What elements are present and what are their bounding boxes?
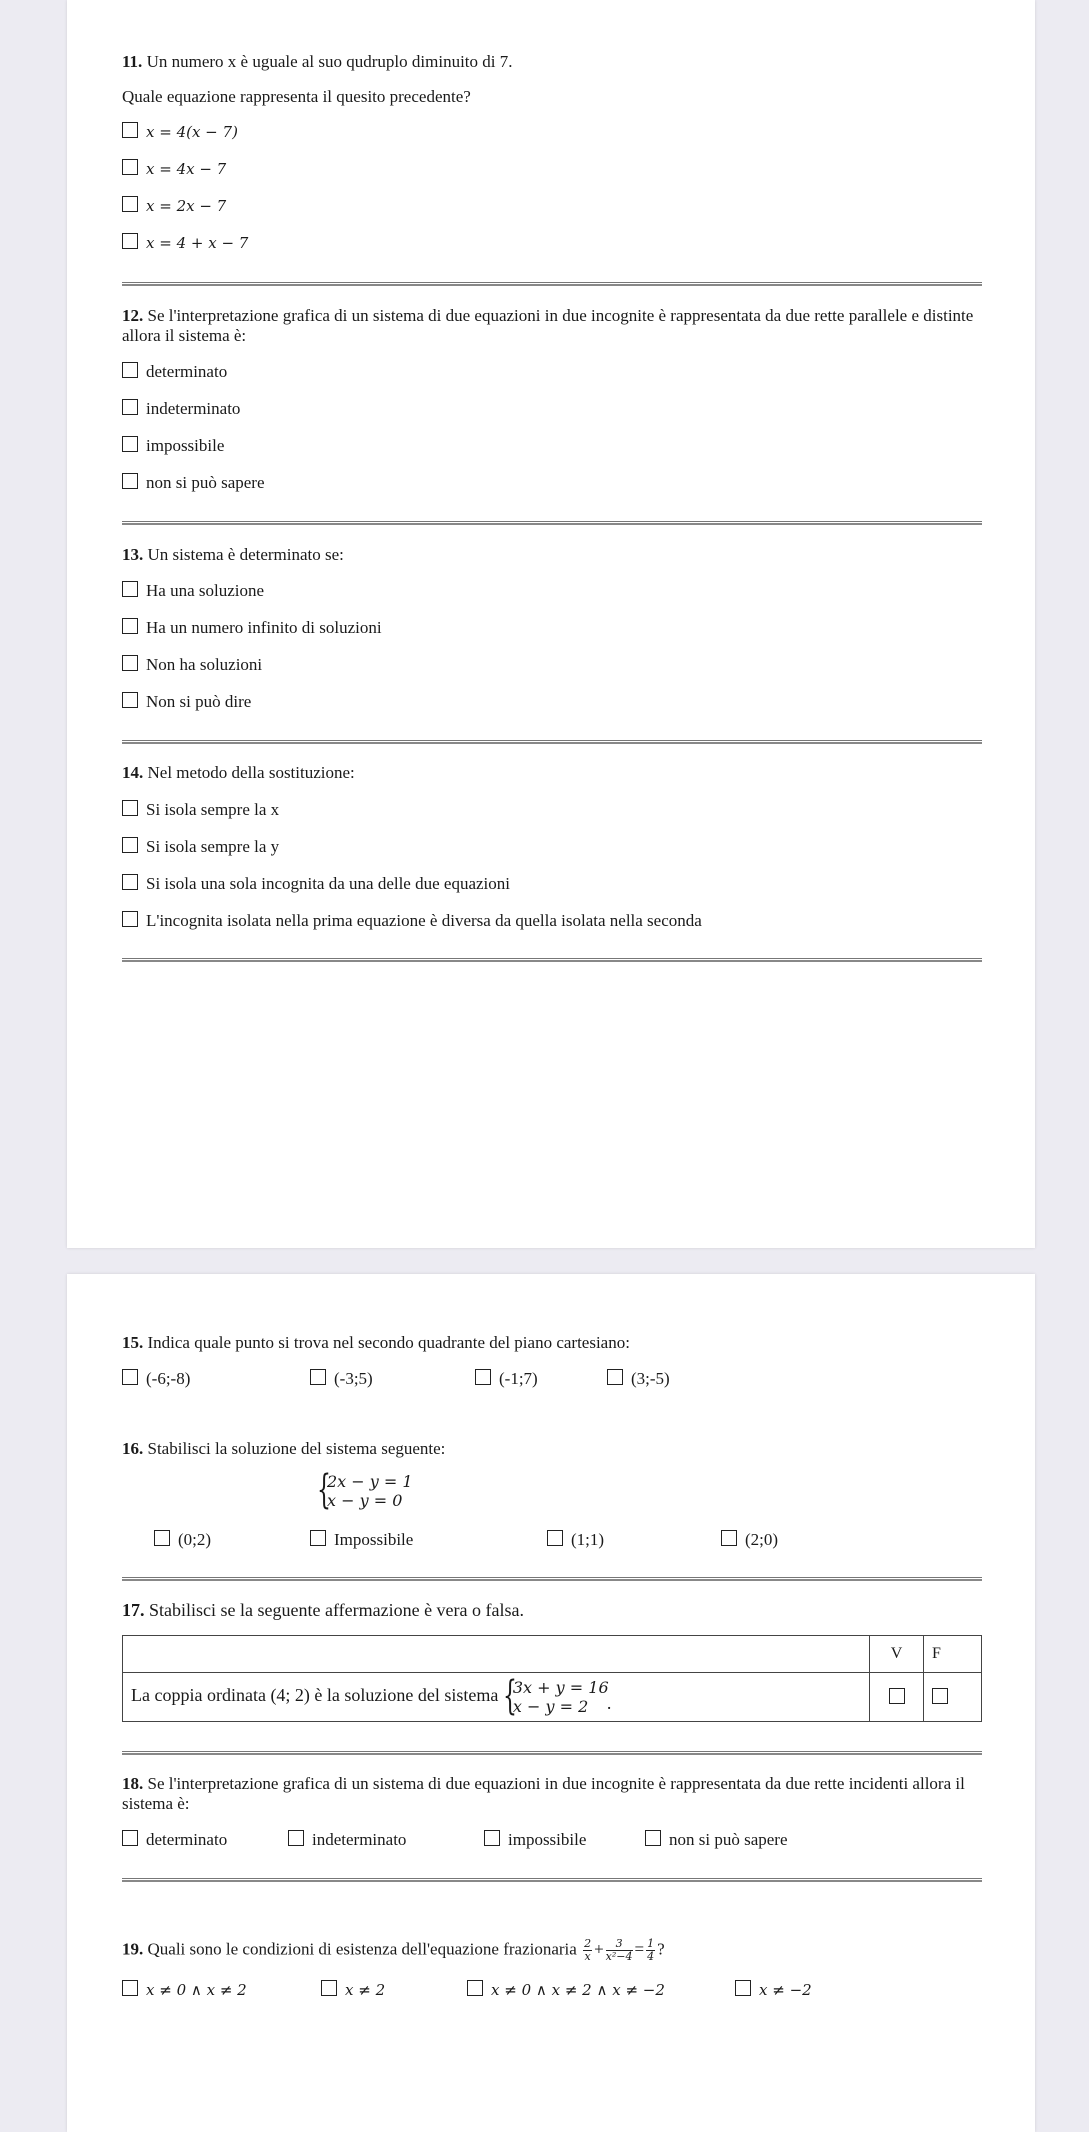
checkbox[interactable] (122, 233, 138, 249)
checkbox[interactable] (288, 1830, 304, 1846)
fraction-1: $\frac{2}{x}$ (584, 1937, 592, 1963)
option-q15-b[interactable]: (-3;5) (310, 1369, 373, 1389)
question-13 (122, 545, 982, 565)
checkbox[interactable] (122, 655, 138, 671)
question-text: Nel metodo della sostituzione: (147, 763, 355, 782)
question-text: Un numero x è uguale al suo qudruplo diminuito di 7. (146, 52, 513, 71)
question-15 (122, 1333, 982, 1353)
checkbox[interactable] (721, 1530, 737, 1546)
question-17 (122, 1600, 982, 1620)
statement-text: La coppia ordinata (4; 2) è la soluzione del sistema (131, 1685, 499, 1706)
brace-icon: { (502, 1673, 517, 1719)
checkbox[interactable] (122, 618, 138, 634)
option-q11-c[interactable]: x = 2x − 7 (122, 196, 226, 216)
option-q16-d[interactable]: (2;0) (721, 1530, 778, 1550)
option-q13-b[interactable]: Ha un numero infinito di soluzioni (122, 618, 382, 638)
question-text: Se l'interpretazione grafica di un sistema di due equazioni in due incognite è rappresentata da due rette parallele e distinte allora il sistema è: (122, 306, 974, 345)
option-q13-d[interactable]: Non si può dire (122, 692, 251, 712)
fraction-2: $\frac{3}{\text{x²−4}}$ (605, 1937, 633, 1963)
option-q19-b[interactable]: x ≠ 2 (321, 1980, 385, 2000)
checkbox-false[interactable] (932, 1688, 948, 1704)
question-16 (122, 1439, 982, 1459)
checkbox[interactable] (321, 1980, 337, 1996)
statement-cell (123, 1673, 870, 1722)
divider (122, 282, 982, 286)
header-f: F (924, 1636, 982, 1673)
option-q11-a[interactable]: x = 4(x − 7) (122, 122, 238, 142)
question-number: 14. (122, 763, 144, 782)
option-q19-d[interactable]: x ≠ −2 (735, 1980, 812, 2000)
divider (122, 1878, 982, 1882)
divider (122, 1577, 982, 1581)
page-1 (67, 0, 1035, 1248)
question-number: 11. (122, 52, 143, 71)
checkbox[interactable] (607, 1369, 623, 1385)
checkbox[interactable] (122, 1980, 138, 1996)
option-q15-a[interactable]: (-6;-8) (122, 1369, 190, 1389)
checkbox[interactable] (122, 436, 138, 452)
option-q12-b[interactable]: indeterminato (122, 399, 240, 419)
checkbox[interactable] (122, 837, 138, 853)
question-text: Un sistema è determinato se: (147, 545, 344, 564)
question-text: Se l'interpretazione grafica di un sistema di due equazioni in due incognite è rappresentata da due rette incidenti allora il sistema è: (122, 1774, 965, 1813)
checkbox[interactable] (122, 1830, 138, 1846)
option-q14-d[interactable]: L'incognita isolata nella prima equazione è diversa da quella isolata nella seconda (122, 911, 702, 931)
true-false-table (122, 1635, 982, 1722)
option-q19-a[interactable]: x ≠ 0 ∧ x ≠ 2 (122, 1980, 247, 2000)
option-q12-c[interactable]: impossibile (122, 436, 224, 456)
checkbox[interactable] (310, 1369, 326, 1385)
question-14 (122, 763, 982, 783)
question-number: 18. (122, 1774, 144, 1793)
checkbox[interactable] (475, 1369, 491, 1385)
option-q11-d[interactable]: x = 4 + x − 7 (122, 233, 248, 253)
option-q11-b[interactable]: x = 4x − 7 (122, 159, 226, 179)
checkbox[interactable] (735, 1980, 751, 1996)
option-q14-c[interactable]: Si isola una sola incognita da una delle due equazioni (122, 874, 510, 894)
option-q18-d[interactable]: non si può sapere (645, 1830, 788, 1850)
checkbox[interactable] (122, 122, 138, 138)
brace-icon: { (317, 1467, 331, 1513)
checkbox[interactable] (310, 1530, 326, 1546)
divider (122, 521, 982, 525)
checkbox[interactable] (122, 692, 138, 708)
checkbox[interactable] (122, 159, 138, 175)
checkbox[interactable] (122, 800, 138, 816)
question-18 (122, 1774, 982, 1814)
option-q12-a[interactable]: determinato (122, 362, 227, 382)
option-q16-b[interactable]: Impossibile (310, 1530, 413, 1550)
checkbox[interactable] (154, 1530, 170, 1546)
option-q18-a[interactable]: determinato (122, 1830, 227, 1850)
question-text: Indica quale punto si trova nel secondo quadrante del piano cartesiano: (147, 1333, 630, 1352)
checkbox[interactable] (467, 1980, 483, 1996)
equation-system: { 3x + y = 16 x − y = 2 . (502, 1673, 612, 1719)
table-header-empty (123, 1636, 870, 1673)
option-q12-d[interactable]: non si può sapere (122, 473, 265, 493)
question-number: 12. (122, 306, 144, 325)
question-number: 13. (122, 545, 144, 564)
checkbox[interactable] (484, 1830, 500, 1846)
option-q14-b[interactable]: Si isola sempre la y (122, 837, 279, 857)
checkbox[interactable] (547, 1530, 563, 1546)
checkbox[interactable] (122, 362, 138, 378)
checkbox[interactable] (122, 581, 138, 597)
checkbox[interactable] (122, 1369, 138, 1385)
checkbox[interactable] (645, 1830, 661, 1846)
option-q15-c[interactable]: (-1;7) (475, 1369, 538, 1389)
divider (122, 1751, 982, 1755)
option-q13-a[interactable]: Ha una soluzione (122, 581, 264, 601)
header-v: V (870, 1636, 924, 1673)
question-number: 15. (122, 1333, 144, 1352)
question-number: 16. (122, 1439, 144, 1458)
divider (122, 958, 982, 962)
true-cell[interactable] (870, 1673, 924, 1722)
question-text: Stabilisci se la seguente affermazione è vera o falsa. (149, 1600, 525, 1620)
page-2 (67, 1274, 1035, 2132)
question-12 (122, 306, 982, 346)
checkbox[interactable] (122, 196, 138, 212)
option-q18-b[interactable]: indeterminato (288, 1830, 406, 1850)
option-q13-c[interactable]: Non ha soluzioni (122, 655, 262, 675)
question-text: Stabilisci la soluzione del sistema seguente: (147, 1439, 446, 1458)
checkbox[interactable] (122, 399, 138, 415)
question-text: Quali sono le condizioni di esistenza dell'equazione frazionaria (147, 1939, 577, 1959)
question-11-prompt: Quale equazione rappresenta il quesito precedente? (122, 87, 471, 106)
question-11 (122, 52, 982, 72)
question-number: 19. (122, 1939, 144, 1959)
option-q16-c[interactable]: (1;1) (547, 1530, 604, 1550)
equation-system: { 2x − y = 1 x − y = 0 (317, 1467, 413, 1513)
divider (122, 740, 982, 744)
option-q15-d[interactable]: (3;-5) (607, 1369, 670, 1389)
option-q19-c[interactable]: x ≠ 0 ∧ x ≠ 2 ∧ x ≠ −2 (467, 1980, 665, 2000)
fraction-3: $\frac{1}{4}$ (647, 1937, 655, 1963)
checkbox[interactable] (122, 911, 138, 927)
checkbox[interactable] (122, 874, 138, 890)
option-q14-a[interactable]: Si isola sempre la x (122, 800, 279, 820)
option-q18-c[interactable]: impossibile (484, 1830, 586, 1850)
checkbox[interactable] (122, 473, 138, 489)
checkbox-true[interactable] (889, 1688, 905, 1704)
option-q16-a[interactable]: (0;2) (154, 1530, 211, 1550)
question-number: 17. (122, 1600, 145, 1620)
question-19: 19. Quali sono le condizioni di esistenza dell'equazione frazionaria $\frac{2}{x}$ + $\frac{3}{\text{x²−4}}$ = $\frac{1}{4}$ ? (122, 1937, 665, 1963)
false-cell[interactable] (924, 1673, 982, 1722)
